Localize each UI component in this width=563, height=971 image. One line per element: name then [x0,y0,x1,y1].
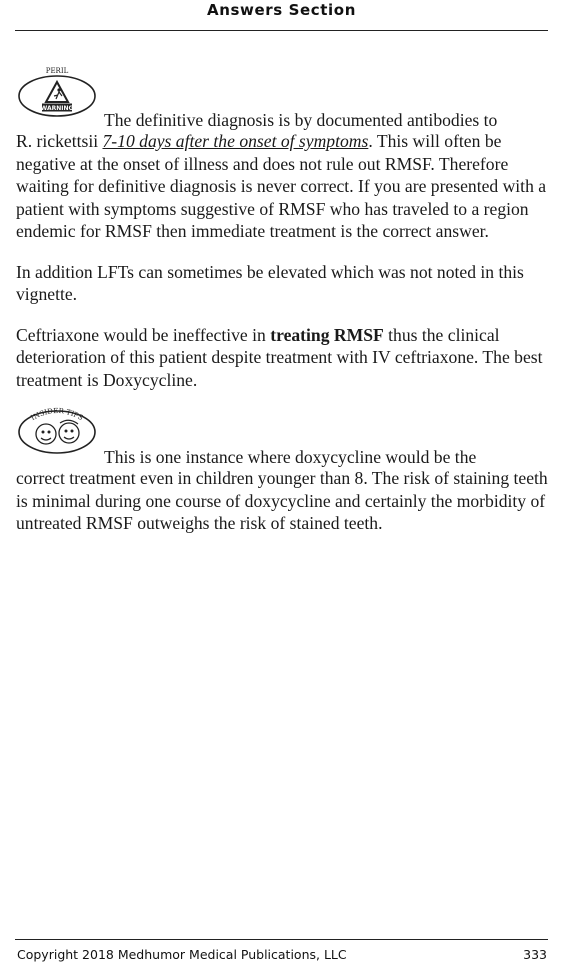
peril-warning-icon [16,66,98,118]
page-number: 333 [523,947,547,962]
p1-rest: . This will often be negative at the onset of illness and does not rule out RMSF. Therefore waiting for definitive diagnosis is never correct. If you are presented with a patient with symptoms suggestive of RMSF who has traveled to a region endemic for RMSF then immediate treatment is the correct answer. [16,131,547,241]
p2: In addition LFTs can sometimes be elevated which was not noted in this vignette. [16,261,524,304]
p3-bold: treating RMSF [270,324,384,345]
spacer [16,243,550,261]
p3 [16,324,550,392]
p1-lead: The definitive diagnosis is by documented antibodies to [104,109,498,130]
peril-callout [16,66,550,130]
insider-tips-label: INSIDER TIPS [29,406,85,423]
page-header [0,0,563,31]
insider-tips-callout [16,403,550,467]
warning-label: WARNING [40,105,74,112]
p1-line2-start: R. rickettsii [16,131,103,151]
p3-start: Ceftriaxone would be ineffective in [16,324,271,345]
header-divider [15,30,548,31]
copyright-text: Copyright 2018 Medhumor Medical Publications, LLC [17,947,347,962]
p4-body: correct treatment even in children younger than 8. The risk of staining teeth is minimal during one course of doxycycline and certainly the morbidity of untreated RMSF outweighs the risk of stained teeth. [16,468,548,533]
footer-divider [15,939,548,940]
p3-rest: thus the clinical deterioration of this patient despite treatment with IV ceftriaxone. The best treatment is Doxycycline. [16,324,543,390]
spacer [16,306,550,324]
p1-body [16,130,550,243]
spacer [16,391,550,403]
p1-emphasis: 7-10 days after the onset of symptoms [102,131,369,151]
section-title: Answers Section [207,1,356,19]
peril-label: PERIL [45,67,69,75]
insider-tips-icon [16,403,98,455]
svg-text:INSIDER TIPS [30,407,85,422]
answer-content [16,66,550,535]
p4-lead: This is one instance where doxycycline would be the [104,446,477,467]
